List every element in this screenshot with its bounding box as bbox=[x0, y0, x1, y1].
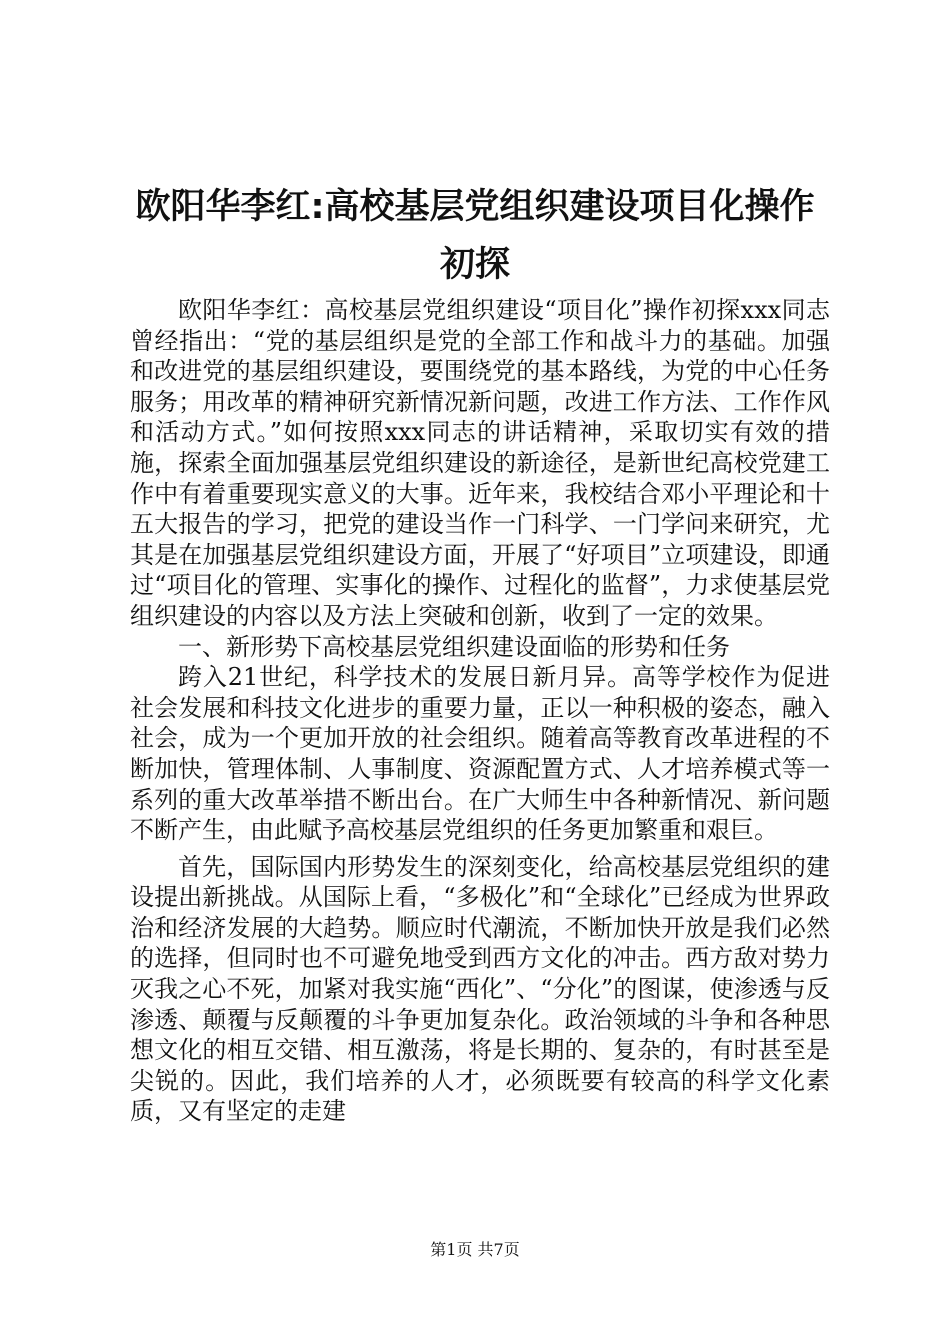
paragraph-intro: 欧阳华李红：高校基层党组织建设“项目化”操作初探xxx同志曾经指出：“党的基层组织是党的全部工作和战斗力的基础。加强和改进党的基层组织建设，要围绕党的基本路线，为党的中心任务服务；用改革的精神研究新情况新问题，改进工作方法、工作作风和活动方式。”如何按照xxx同志的讲话精神，采取切实有效的措施，探索全面加强基层党组织建设的新途径，是新世纪高校党建工作中有着重要现实意义的大事。近年来，我校结合邓小平理论和十五大报告的学习，把党的建设当作一门科学、一门学问来研究，尤其是在加强基层党组织建设方面，开展了“好项目”立项建设，即通过“项目化的管理、实事化的操作、过程化的监督”，力求使基层党组织建设的内容以及方法上突破和创新，收到了一定的效果。 bbox=[130, 296, 830, 630]
paragraph-first-point: 首先，国际国内形势发生的深刻变化，给高校基层党组织的建设提出新挑战。从国际上看，“多极化”和“全球化”已经成为世界政治和经济发展的大趋势。顺应时代潮流，不断加快开放是我们必然的选择，但同时也不可避免地受到西方文化的冲击。西方敌对势力灭我之心不死，加紧对我实施“西化”、“分化”的图谋，使渗透与反渗透、颠覆与反颠覆的斗争更加复杂化。政治领域的斗争和各种思想文化的相互交错、相互激荡，将是长期的、复杂的，有时甚至是尖锐的。因此，我们培养的人才，必须既要有较高的科学文化素质，又有坚定的走建 bbox=[130, 852, 830, 1126]
paragraph-context: 跨入21世纪，科学技术的发展日新月异。高等学校作为促进社会发展和科技文化进步的重要力量，正以一种积极的姿态，融入社会，成为一个更加开放的社会组织。随着高等教育改革进程的不断加快，管理体制、人事制度、资源配置方式、人才培养模式等一系列的重大改革举措不断出台。在广大师生中各种新情况、新问题不断产生，由此赋予高校基层党组织的任务更加繁重和艰巨。 bbox=[130, 663, 830, 845]
document-body bbox=[130, 295, 830, 1127]
section-heading: 一、新形势下高校基层党组织建设面临的形势和任务 bbox=[178, 632, 730, 661]
document-title: 欧阳华李红:高校基层党组织建设项目化操作初探 bbox=[135, 187, 815, 285]
page-number-footer: 第1页 共7页 bbox=[430, 1240, 520, 1259]
